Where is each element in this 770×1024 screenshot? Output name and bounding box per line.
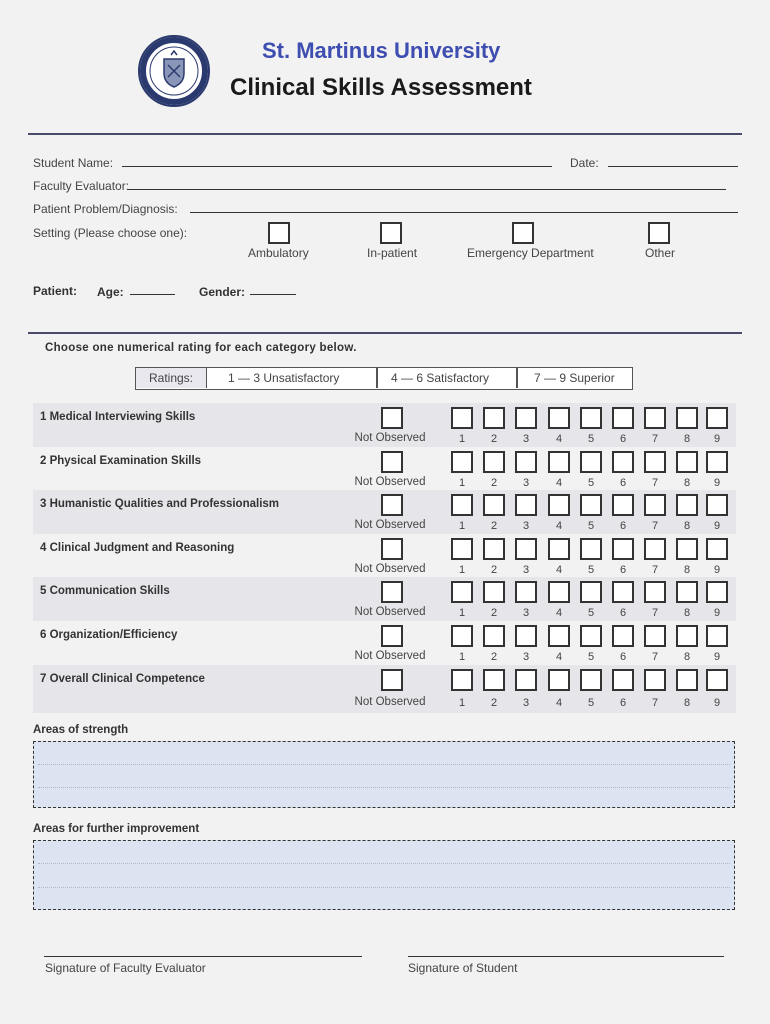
rating-number: 3 bbox=[522, 607, 530, 620]
category-label: 7 Overall Clinical Competence bbox=[40, 672, 205, 685]
rating-number: 8 bbox=[683, 563, 691, 576]
rating-number: 5 bbox=[587, 563, 595, 576]
rating-checkbox-5[interactable] bbox=[580, 625, 602, 647]
rating-checkbox-1[interactable] bbox=[451, 407, 473, 429]
rating-number: 6 bbox=[619, 433, 627, 445]
rating-number: 8 bbox=[683, 696, 691, 709]
ratings-range-superior: 7 — 9 Superior bbox=[534, 371, 615, 385]
rating-checkbox-9[interactable] bbox=[706, 538, 728, 560]
text-line bbox=[38, 764, 730, 765]
date-label: Date: bbox=[570, 156, 599, 170]
rating-checkbox-8[interactable] bbox=[676, 669, 698, 691]
ratings-label: Ratings: bbox=[148, 371, 194, 385]
not-observed-label: Not Observed bbox=[354, 519, 426, 532]
rating-checkbox-8[interactable] bbox=[676, 451, 698, 473]
not-observed-label: Not Observed bbox=[354, 562, 426, 575]
rating-number: 2 bbox=[490, 607, 498, 620]
rating-number: 5 bbox=[587, 651, 595, 663]
category-label: 3 Humanistic Qualities and Professionalism bbox=[40, 498, 280, 511]
not-observed-checkbox[interactable] bbox=[381, 625, 403, 647]
rating-checkbox-3[interactable] bbox=[515, 451, 537, 473]
rating-number: 4 bbox=[555, 651, 563, 663]
header-divider bbox=[28, 133, 742, 135]
rating-number: 7 bbox=[651, 651, 659, 663]
rating-checkbox-6[interactable] bbox=[612, 494, 634, 516]
rating-checkbox-5[interactable] bbox=[580, 494, 602, 516]
student-signature-label: Signature of Student bbox=[408, 961, 518, 975]
faculty-evaluator-field[interactable] bbox=[128, 189, 726, 190]
rating-number: 9 bbox=[713, 651, 721, 663]
rating-checkbox-5[interactable] bbox=[580, 581, 602, 603]
not-observed-checkbox[interactable] bbox=[381, 407, 403, 429]
ratings-divider-1 bbox=[376, 368, 378, 388]
rating-checkbox-9[interactable] bbox=[706, 625, 728, 647]
areas-for-improvement-label: Areas for further improvement bbox=[33, 823, 200, 835]
rating-number: 3 bbox=[522, 563, 530, 576]
rating-checkbox-3[interactable] bbox=[515, 494, 537, 516]
rating-checkbox-3[interactable] bbox=[515, 581, 537, 603]
rating-number: 1 bbox=[458, 433, 466, 445]
patient-label: Patient: bbox=[33, 284, 78, 298]
age-field[interactable] bbox=[130, 294, 175, 295]
rating-checkbox-2[interactable] bbox=[483, 538, 505, 560]
rating-number: 8 bbox=[683, 651, 691, 663]
rating-checkbox-3[interactable] bbox=[515, 625, 537, 647]
ratings-range-satisfactory: 4 — 6 Satisfactory bbox=[391, 371, 490, 385]
rating-checkbox-8[interactable] bbox=[676, 625, 698, 647]
rating-checkbox-2[interactable] bbox=[483, 669, 505, 691]
ratings-legend-label bbox=[136, 368, 207, 388]
rating-number: 6 bbox=[619, 696, 627, 709]
rating-number: 5 bbox=[587, 476, 595, 489]
rating-checkbox-7[interactable] bbox=[644, 451, 666, 473]
category-label: 6 Organization/Efficiency bbox=[40, 629, 178, 641]
setting-checkbox-emergency[interactable] bbox=[512, 222, 534, 244]
faculty-signature-line[interactable] bbox=[44, 956, 362, 957]
age-label: Age: bbox=[97, 285, 124, 299]
ratings-range-unsatisfactory: 1 — 3 Unsatisfactory bbox=[228, 371, 340, 385]
rating-checkbox-5[interactable] bbox=[580, 451, 602, 473]
not-observed-label: Not Observed bbox=[354, 475, 426, 488]
rating-number: 1 bbox=[458, 696, 466, 709]
rating-number: 9 bbox=[713, 476, 721, 489]
rating-checkbox-6[interactable] bbox=[612, 538, 634, 560]
rating-number: 4 bbox=[555, 476, 563, 489]
rating-checkbox-1[interactable] bbox=[451, 669, 473, 691]
rating-number: 9 bbox=[713, 696, 721, 709]
rating-number: 1 bbox=[458, 651, 466, 663]
rating-checkbox-8[interactable] bbox=[676, 581, 698, 603]
rating-checkbox-6[interactable] bbox=[612, 669, 634, 691]
rating-number: 1 bbox=[458, 563, 466, 576]
rating-checkbox-9[interactable] bbox=[706, 581, 728, 603]
rating-number: 2 bbox=[490, 651, 498, 663]
not-observed-label: Not Observed bbox=[354, 606, 426, 619]
instructions-text: Choose one numerical rating for each category below. bbox=[45, 342, 357, 354]
rating-checkbox-4[interactable] bbox=[548, 538, 570, 560]
rating-checkbox-1[interactable] bbox=[451, 625, 473, 647]
rating-number: 7 bbox=[651, 520, 659, 533]
not-observed-label: Not Observed bbox=[354, 695, 426, 708]
date-field[interactable] bbox=[608, 166, 738, 167]
rating-number: 9 bbox=[713, 433, 721, 445]
section-divider bbox=[28, 332, 742, 334]
rating-checkbox-3[interactable] bbox=[515, 669, 537, 691]
rating-checkbox-8[interactable] bbox=[676, 494, 698, 516]
rating-number: 3 bbox=[522, 433, 530, 445]
setting-label-inpatient: In-patient bbox=[367, 246, 418, 260]
rating-checkbox-1[interactable] bbox=[451, 494, 473, 516]
rating-number: 1 bbox=[458, 607, 466, 620]
rating-number: 6 bbox=[619, 476, 627, 489]
rating-number: 2 bbox=[490, 563, 498, 576]
rating-checkbox-8[interactable] bbox=[676, 407, 698, 429]
setting-label-ambulatory: Ambulatory bbox=[248, 246, 309, 260]
setting-checkbox-inpatient[interactable] bbox=[380, 222, 402, 244]
category-label: 5 Communication Skills bbox=[40, 585, 170, 598]
areas-of-strength-input[interactable] bbox=[33, 741, 735, 808]
university-name: St. Martinus University bbox=[262, 38, 501, 63]
rating-number: 3 bbox=[522, 476, 530, 489]
rating-number: 1 bbox=[458, 476, 466, 489]
rating-number: 6 bbox=[619, 651, 627, 663]
rating-checkbox-1[interactable] bbox=[451, 451, 473, 473]
rating-checkbox-2[interactable] bbox=[483, 407, 505, 429]
rating-checkbox-5[interactable] bbox=[580, 407, 602, 429]
student-name-field[interactable] bbox=[122, 166, 552, 167]
rating-checkbox-6[interactable] bbox=[612, 451, 634, 473]
rating-number: 8 bbox=[683, 607, 691, 620]
rating-number: 1 bbox=[458, 520, 466, 533]
rating-checkbox-2[interactable] bbox=[483, 581, 505, 603]
rating-checkbox-4[interactable] bbox=[548, 581, 570, 603]
gender-label: Gender: bbox=[199, 285, 246, 299]
setting-checkbox-ambulatory[interactable] bbox=[268, 222, 290, 244]
text-line bbox=[38, 787, 730, 788]
rating-number: 8 bbox=[683, 520, 691, 533]
rating-number: 5 bbox=[587, 520, 595, 533]
not-observed-checkbox[interactable] bbox=[381, 451, 403, 473]
text-line bbox=[38, 887, 730, 888]
rating-checkbox-6[interactable] bbox=[612, 407, 634, 429]
rating-number: 9 bbox=[713, 520, 721, 533]
rating-checkbox-2[interactable] bbox=[483, 494, 505, 516]
rating-number: 4 bbox=[555, 696, 563, 709]
patient-problem-label: Patient Problem/Diagnosis: bbox=[33, 202, 178, 216]
rating-checkbox-7[interactable] bbox=[644, 538, 666, 560]
rating-checkbox-2[interactable] bbox=[483, 625, 505, 647]
rating-checkbox-4[interactable] bbox=[548, 494, 570, 516]
setting-checkbox-other[interactable] bbox=[648, 222, 670, 244]
rating-checkbox-5[interactable] bbox=[580, 538, 602, 560]
rating-checkbox-1[interactable] bbox=[451, 581, 473, 603]
rating-number: 3 bbox=[522, 520, 530, 533]
rating-number: 7 bbox=[651, 563, 659, 576]
rating-checkbox-7[interactable] bbox=[644, 407, 666, 429]
rating-number: 7 bbox=[651, 696, 659, 709]
gender-field[interactable] bbox=[250, 294, 296, 295]
ratings-divider-2 bbox=[516, 368, 518, 388]
rating-checkbox-7[interactable] bbox=[644, 581, 666, 603]
setting-label-emergency: Emergency Department bbox=[467, 246, 594, 260]
page-title: Clinical Skills Assessment bbox=[230, 74, 532, 101]
not-observed-checkbox[interactable] bbox=[381, 669, 403, 691]
rating-number: 7 bbox=[651, 433, 659, 445]
rating-number: 2 bbox=[490, 520, 498, 533]
category-label: 4 Clinical Judgment and Reasoning bbox=[40, 541, 235, 554]
rating-checkbox-2[interactable] bbox=[483, 451, 505, 473]
rating-number: 7 bbox=[651, 476, 659, 489]
rating-checkbox-4[interactable] bbox=[548, 451, 570, 473]
rating-number: 4 bbox=[555, 433, 563, 445]
rating-checkbox-7[interactable] bbox=[644, 494, 666, 516]
not-observed-label: Not Observed bbox=[354, 650, 426, 662]
university-seal-logo bbox=[138, 35, 210, 107]
category-label: 1 Medical Interviewing Skills bbox=[40, 411, 196, 423]
not-observed-checkbox[interactable] bbox=[381, 581, 403, 603]
rating-checkbox-4[interactable] bbox=[548, 407, 570, 429]
rating-number: 9 bbox=[713, 607, 721, 620]
rating-checkbox-7[interactable] bbox=[644, 669, 666, 691]
rating-number: 2 bbox=[490, 476, 498, 489]
rating-checkbox-3[interactable] bbox=[515, 407, 537, 429]
rating-number: 3 bbox=[522, 651, 530, 663]
rating-number: 5 bbox=[587, 696, 595, 709]
rating-number: 7 bbox=[651, 607, 659, 620]
rating-number: 9 bbox=[713, 563, 721, 576]
setting-label-other: Other bbox=[645, 246, 676, 260]
rating-number: 8 bbox=[683, 433, 691, 445]
rating-number: 4 bbox=[555, 563, 563, 576]
rating-number: 3 bbox=[522, 696, 530, 709]
not-observed-checkbox[interactable] bbox=[381, 538, 403, 560]
rating-number: 4 bbox=[555, 520, 563, 533]
student-name-label: Student Name: bbox=[33, 156, 114, 170]
areas-for-improvement-input[interactable] bbox=[33, 840, 735, 910]
rating-checkbox-7[interactable] bbox=[644, 625, 666, 647]
rating-number: 4 bbox=[555, 607, 563, 620]
rating-checkbox-9[interactable] bbox=[706, 407, 728, 429]
rating-checkbox-1[interactable] bbox=[451, 538, 473, 560]
rating-number: 8 bbox=[683, 476, 691, 489]
student-signature-line[interactable] bbox=[408, 956, 724, 957]
rating-checkbox-6[interactable] bbox=[612, 625, 634, 647]
areas-of-strength-label: Areas of strength bbox=[33, 724, 129, 736]
not-observed-checkbox[interactable] bbox=[381, 494, 403, 516]
rating-checkbox-9[interactable] bbox=[706, 494, 728, 516]
rating-number: 2 bbox=[490, 696, 498, 709]
rating-number: 6 bbox=[619, 520, 627, 533]
setting-label: Setting (Please choose one): bbox=[33, 226, 188, 240]
rating-checkbox-4[interactable] bbox=[548, 625, 570, 647]
patient-problem-field[interactable] bbox=[190, 212, 738, 213]
rating-number: 5 bbox=[587, 433, 595, 445]
rating-checkbox-4[interactable] bbox=[548, 669, 570, 691]
not-observed-label: Not Observed bbox=[354, 432, 426, 444]
rating-number: 6 bbox=[619, 607, 627, 620]
category-label: 2 Physical Examination Skills bbox=[40, 454, 202, 467]
rating-checkbox-5[interactable] bbox=[580, 669, 602, 691]
rating-number: 5 bbox=[587, 607, 595, 620]
faculty-evaluator-label: Faculty Evaluator: bbox=[33, 179, 130, 193]
rating-checkbox-8[interactable] bbox=[676, 538, 698, 560]
ratings-legend bbox=[135, 367, 633, 390]
rating-checkbox-9[interactable] bbox=[706, 669, 728, 691]
faculty-signature-label: Signature of Faculty Evaluator bbox=[45, 961, 206, 975]
rating-number: 2 bbox=[490, 433, 498, 445]
text-line bbox=[38, 863, 730, 864]
rating-checkbox-6[interactable] bbox=[612, 581, 634, 603]
rating-checkbox-3[interactable] bbox=[515, 538, 537, 560]
rating-number: 6 bbox=[619, 563, 627, 576]
rating-checkbox-9[interactable] bbox=[706, 451, 728, 473]
